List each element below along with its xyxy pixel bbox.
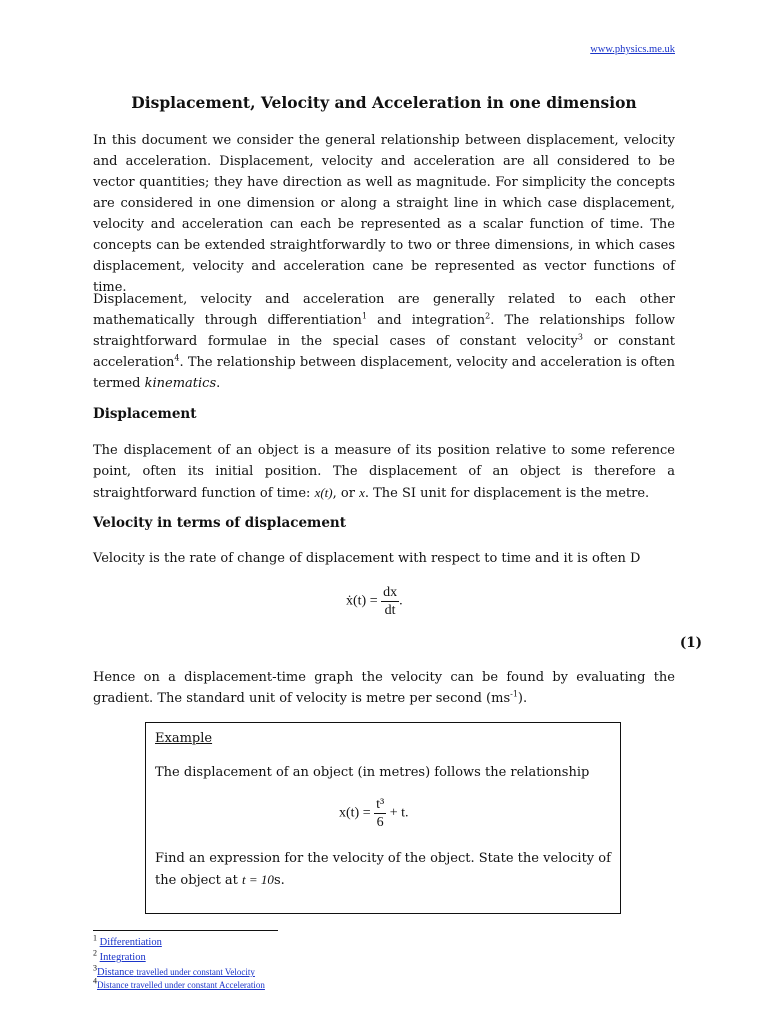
intro-paragraph-1: In this document we consider the general relationship between displacement, velocity and acceleration. Displacement, velocity and acceleration are all considered to be vector quantities; they have direction as well as magnitude. For simplicity the concepts are considered in one dimension or along a straight line in which case displacement, velocity and acceleration can each be represented as a scalar function of time. The concepts can be extended straightforwardly to two or three dimensions, in which cases displacement, velocity and acceleration cane be represented as vector functions of time. <box>93 133 675 295</box>
footnote-ref-1[interactable]: 1 <box>361 311 368 321</box>
velocity-gradient-paragraph: Hence on a displacement-time graph the velocity can be found by evaluating the gradient. The standard unit of velocity is metre per second $(ms^{-1})$. <box>93 670 675 706</box>
velocity-equation: ẋ(t) = $\frac{dx}{dt}$ . <box>346 585 403 618</box>
footnote-4: $^4$Distance travelled under constant Acceleration <box>93 976 265 990</box>
footnote-ref-4[interactable]: 4 <box>174 353 180 363</box>
example-equation: x(t) = $\frac{\text{t³}}{6}$ + t. <box>339 797 409 830</box>
header-website-link[interactable]: www.physics.me.uk <box>590 44 675 55</box>
example-question: Find an expression for the velocity of the object. State the velocity of the object at t = 10s. <box>155 851 611 888</box>
example-title: Example <box>155 731 213 746</box>
displacement-paragraph: The displacement of an object is a measure of its position relative to some reference point, often its initial position. The displacement of an object is therefore a straightforward function of time: x(t), or x. The SI unit for displacement is the metre. <box>93 443 675 501</box>
footnote-1: $^1$ Differentiation <box>93 933 162 948</box>
footnote-link-integration[interactable]: Integration <box>99 952 146 963</box>
footnote-ref-2[interactable]: 2 <box>485 311 491 321</box>
equation-number: (1) <box>679 635 702 651</box>
velocity-paragraph: Velocity is the rate of change of displacement with respect to time and it is often D <box>93 551 641 566</box>
intro-paragraph-2: Displacement, velocity and acceleration are generally related to each other mathematically through differentiation$^1$ and integration$^2$. The relationships follow straightforward formulae in the special cases of constant velocity$^3$ or constant acceleration$^4$. The relationship between displacement, velocity and acceleration is often termed kinematics. <box>93 292 676 391</box>
footnote-link-constant-acceleration[interactable]: Distance travelled under constant Acceleration <box>97 980 265 990</box>
section-heading-displacement: Displacement <box>93 406 197 422</box>
section-heading-velocity: Velocity in terms of displacement <box>93 515 346 531</box>
example-box <box>145 722 621 914</box>
footnote-link-differentiation[interactable]: Differentiation <box>99 937 162 948</box>
kinematics-term: kinematics <box>144 376 217 391</box>
footnote-separator <box>93 930 278 931</box>
footnote-3: $^3$Distance travelled under constant Velocity <box>93 963 255 978</box>
page-title: Displacement, Velocity and Acceleration in one dimension <box>131 93 637 112</box>
footnote-ref-3[interactable]: 3 <box>577 332 583 342</box>
footnote-link-constant-velocity[interactable]: Distance travelled under constant Velocity <box>97 967 255 978</box>
example-statement: The displacement of an object (in metres) follows the relationship <box>155 765 590 780</box>
footnote-2: $^2$ Integration <box>93 948 146 963</box>
